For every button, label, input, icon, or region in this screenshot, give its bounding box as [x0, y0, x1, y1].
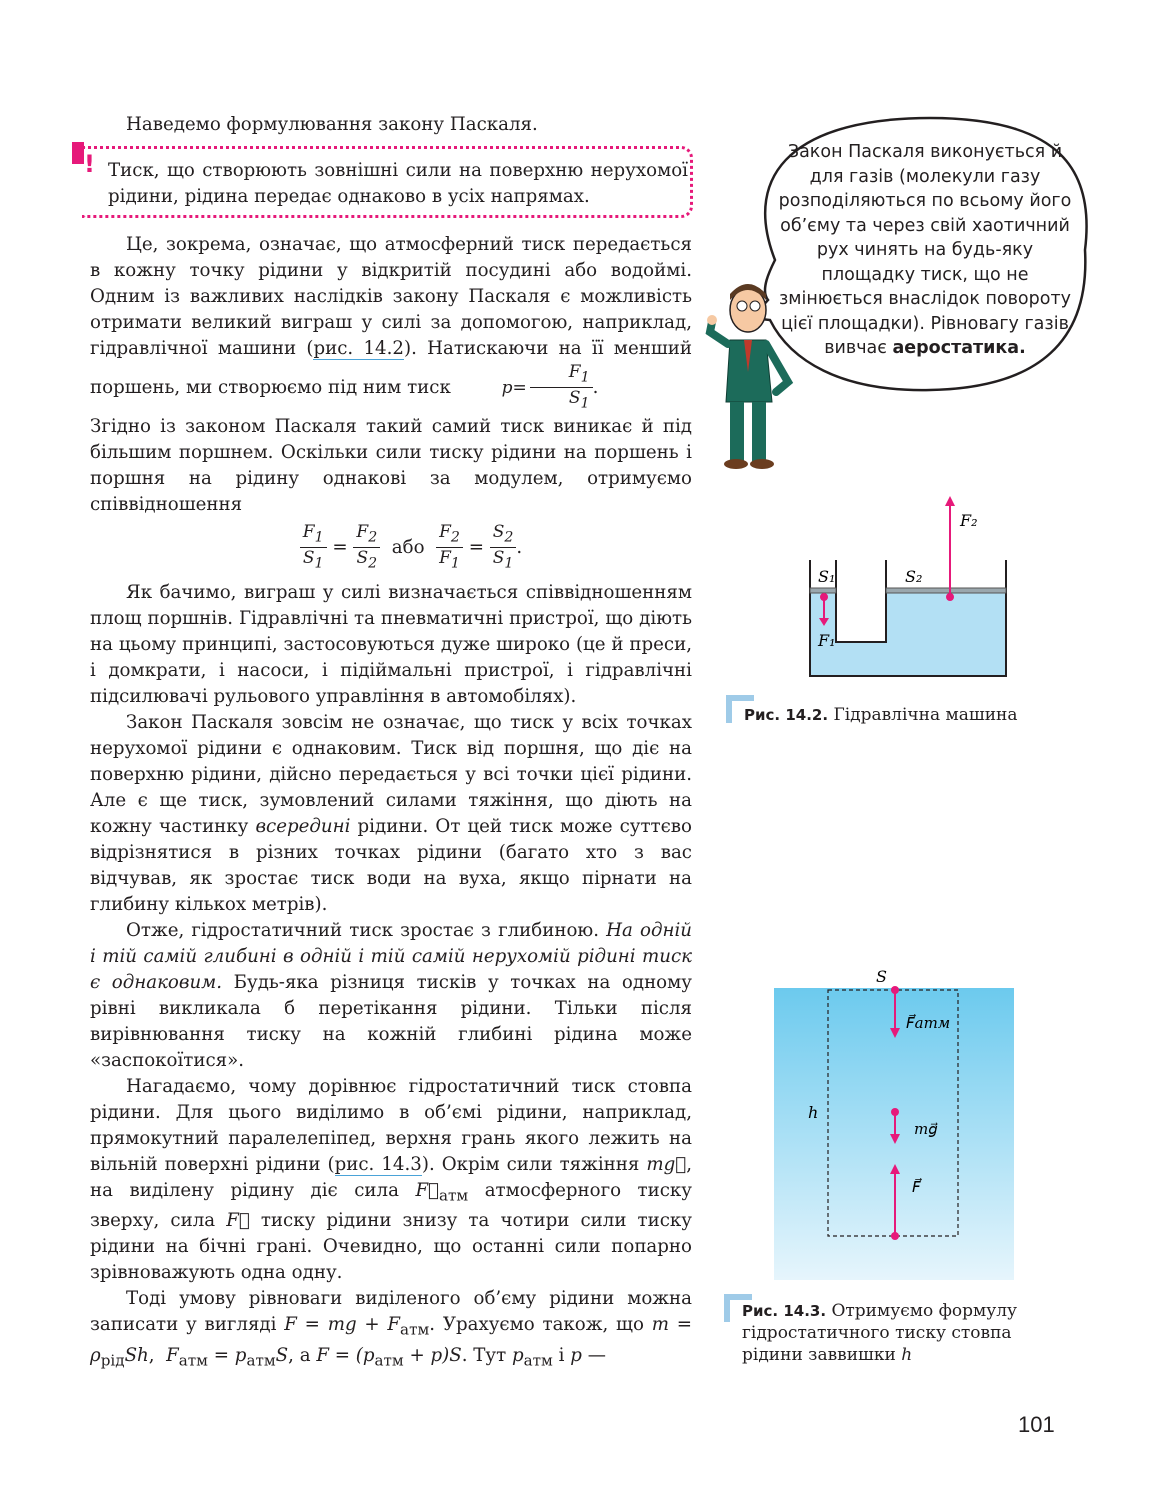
fig-14-3-liquid-column: [770, 962, 1020, 1282]
svg-text:F⃗: F⃗: [912, 1178, 921, 1196]
paragraph-2: Як бачимо, виграш у силі визначається співвідношенням площ поршнів. Гідравлічні та пневматичні пристрої, що діють на цьому принципі, застосовуються дуже широко (це й преси, і домкрати, і насоси, і підіймальні пристрої, і гідравлічні підсилювачі рульового управління в автомобілях).: [90, 581, 692, 707]
svg-text:h: h: [808, 1103, 819, 1122]
fig-14-3-link[interactable]: рис. 14.3: [334, 1153, 422, 1175]
fig-14-3-caption: Рис. 14.3. Отримуємо формулу гідростатичного тиску стовпа рідини заввишки h: [742, 1301, 1018, 1365]
paragraph-6: Тоді умову рівноваги виділеного об’єму рідини можна записати у вигляді F = mg + $F_{атм}$. Урахуємо також, що $m = \rho_{рід}Sh$, $F_{атм} = p_{атм}S$, а $F = (p_{атм} + p)S$. Тут $p_{атм}$ і p —: [90, 1288, 692, 1370]
bubble-text: Закон Паскаля виконується й для газів (молекули газу розподіляються по всьому його об’єму та через свій хаотичний рух чинять на будь-яку площадку тиск, що не змінюється внаслідок повороту цієї площадки). Рівновагу газів вивчає аеростатика.: [778, 142, 1072, 358]
svg-text:F₂: F₂: [960, 511, 978, 530]
svg-text:S₁: S₁: [818, 567, 836, 586]
fig-14-2-caption: Рис. 14.2. Гідравлічна машина: [744, 705, 1018, 725]
svg-text:F₁: F₁: [818, 631, 836, 650]
fig-14-2-link[interactable]: рис. 14.2: [313, 338, 404, 359]
paragraph-4: Отже, гідростатичний тиск зростає з глибиною. На одній і тій самій глибині в одній і тій самій нерухомій рідині тиск є однаковим. Будь-яка різниця тисків у точках на одному рівні викликала б перетікання рідини. Тільки після вирівнювання тиску на кожній глибині рідина може «заспокоїтися».: [90, 919, 692, 1071]
ratio-formula: $\frac{F_1}{S_1}$ = $\frac{F_2}{S_2}$ або $\frac{F_2}{F_1}$ = $\frac{S_2}{S_1}$ .: [130, 522, 692, 574]
svg-text:S: S: [876, 967, 887, 986]
teacher-illustration: [700, 282, 810, 472]
paragraph-1-cont: Згідно із законом Паскаля такий самий тиск виникає й під більшим поршнем. Оскільки сили тиску рідини на поршень і поршня на рідину однакові за модулем, отримуємо співвідношення: [90, 415, 692, 515]
paragraph-3: Закон Паскаля зовсім не означає, що тиск у всіх точках нерухомої рідини є однаковим. Тиск від поршня, що діє на поверхню рідини, дійсно передається у всі точки цієї рідини. Але є ще тиск, зумовлений силами тяжіння, що діють на кожну частинку всередині рідини. От цей тиск може суттєво відрізнятися в різних точках рідини (багато хто з вас відчував, як зростає тиск води на вуха, якщо пірнати на глибину кількох метрів).: [90, 711, 692, 915]
paragraph-5: Нагадаємо, чому дорівнює гідростатичний тиск стовпа рідини. Для цього виділимо в об’ємі рідини, наприклад, прямокутний паралелепіпед, верхня грань якого лежить на вільній поверхні рідини (рис. 14.3). Окрім сили тяжіння mg⃗, на виділену рідину діє сила $F⃗_{атм}$ атмосферного тиску зверху, сила F⃗ тиску рідини знизу та чотири сили тиску рідини на бічні грані. Очевидно, що останні сили попарно зрівноважують одна одну.: [90, 1075, 692, 1284]
page-number: 101: [1018, 1412, 1055, 1437]
paragraph-1: Це, зокрема, означає, що атмосферний тиск передається в кожну точку рідини у відкритій посудині або водоймі. Одним із важливих наслідків закону Паскаля є можливість отримати великий виграш у силі за допомогою, наприклад, гідравлічної машини (рис. 14.2). Натискаючи на її менший поршень, ми створюємо під ним тиск p= $\frac{F_1}{S_1}$ .: [90, 234, 692, 412]
fig-14-2-hydraulic-machine: [800, 490, 1040, 690]
svg-text:F⃗атм: F⃗атм: [906, 1014, 951, 1032]
svg-text:S₂: S₂: [905, 567, 923, 586]
intro-paragraph: Наведемо формулювання закону Паскаля.: [126, 114, 538, 135]
pressure-formula: p=: [501, 377, 527, 398]
exclamation-icon: !: [84, 150, 95, 178]
svg-text:mg⃗: mg⃗: [914, 1120, 938, 1138]
pascal-law-rule: Тиск, що створюють зовнішні сили на поверхню нерухомої рідини, рідина передає однаково в усіх напрямах.: [108, 160, 688, 207]
